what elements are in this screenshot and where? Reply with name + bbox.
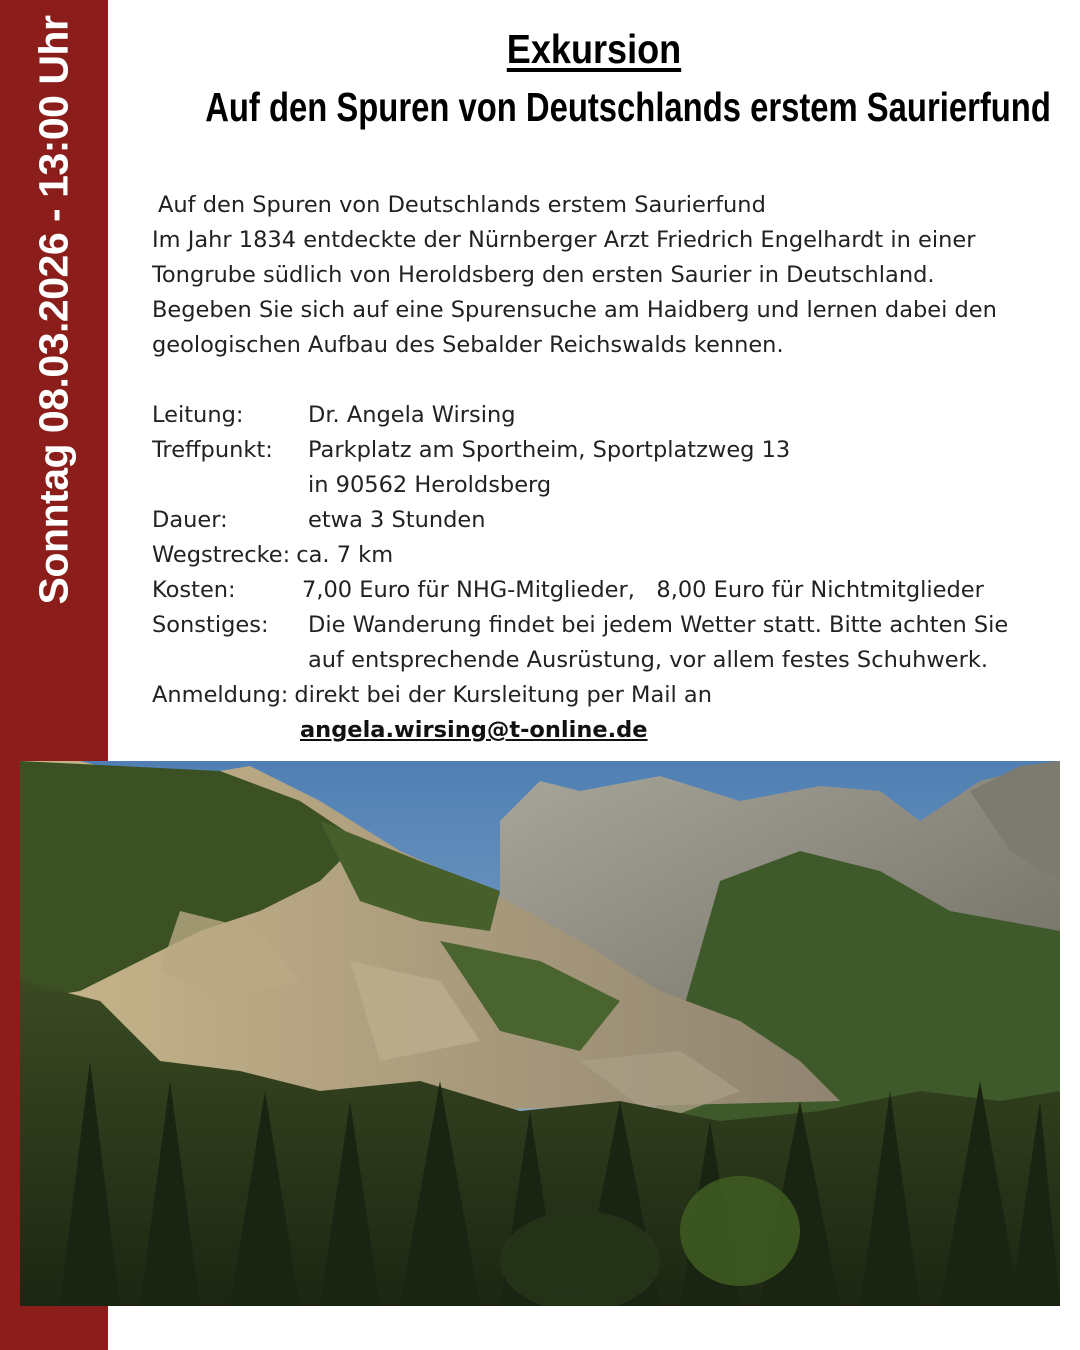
event-date-time: Sonntag 08.03.2026 - 13:00 Uhr xyxy=(30,15,77,605)
event-description xyxy=(152,188,1072,748)
page-subtitle: Auf den Spuren von Deutschlands erstem Saurierfund xyxy=(205,84,1051,130)
detail-sonstiges xyxy=(152,608,1072,643)
intro-heading: Auf den Spuren von Deutschlands erstem Saurierfund xyxy=(158,192,766,218)
mountain-forest-photo xyxy=(20,761,1060,1306)
detail-value: etwa 3 Stunden xyxy=(308,507,486,533)
detail-leitung xyxy=(152,398,1072,433)
intro-line: Tongrube südlich von Heroldsberg den ersten Saurier in Deutschland. xyxy=(152,262,935,288)
detail-label: Anmeldung: xyxy=(152,682,289,708)
intro-line: Begeben Sie sich auf eine Spurensuche am Haidberg und lernen dabei den xyxy=(152,297,997,323)
intro-line: Im Jahr 1834 entdeckte der Nürnberger Arzt Friedrich Engelhardt in einer xyxy=(152,227,976,253)
detail-treffpunkt-cont xyxy=(152,468,1072,503)
page-title: Exkursion xyxy=(506,26,682,72)
intro-line: geologischen Aufbau des Sebalder Reichswalds kennen. xyxy=(152,332,784,358)
detail-label: Treffpunkt: xyxy=(152,437,273,463)
detail-value: 7,00 Euro für NHG-Mitglieder, 8,00 Euro für Nichtmitglieder xyxy=(302,577,984,603)
detail-anmeldung xyxy=(152,678,1072,713)
detail-label: Sonstiges: xyxy=(152,612,269,638)
spacer xyxy=(152,363,1072,398)
detail-value: Die Wanderung findet bei jedem Wetter statt. Bitte achten Sie xyxy=(308,612,1009,638)
detail-label: Leitung: xyxy=(152,402,244,428)
detail-value: Parkplatz am Sportheim, Sportplatzweg 13 xyxy=(308,437,791,463)
detail-label: Kosten: xyxy=(152,577,236,603)
detail-label: Dauer: xyxy=(152,507,228,533)
detail-wegstrecke xyxy=(152,538,1072,573)
detail-sonstiges-cont xyxy=(152,643,1072,678)
detail-value: Dr. Angela Wirsing xyxy=(308,402,516,428)
detail-treffpunkt xyxy=(152,433,1072,468)
email-link[interactable]: angela.wirsing@t-online.de xyxy=(300,717,648,743)
detail-value: in 90562 Heroldsberg xyxy=(308,472,552,498)
detail-email-row xyxy=(152,713,1072,748)
detail-value: direkt bei der Kursleitung per Mail an xyxy=(294,682,712,708)
detail-value: auf entsprechende Ausrüstung, vor allem festes Schuhwerk. xyxy=(308,647,989,673)
detail-label: Wegstrecke: xyxy=(152,542,291,568)
detail-dauer xyxy=(152,503,1072,538)
detail-value: ca. 7 km xyxy=(296,542,394,568)
detail-kosten xyxy=(152,573,1072,608)
